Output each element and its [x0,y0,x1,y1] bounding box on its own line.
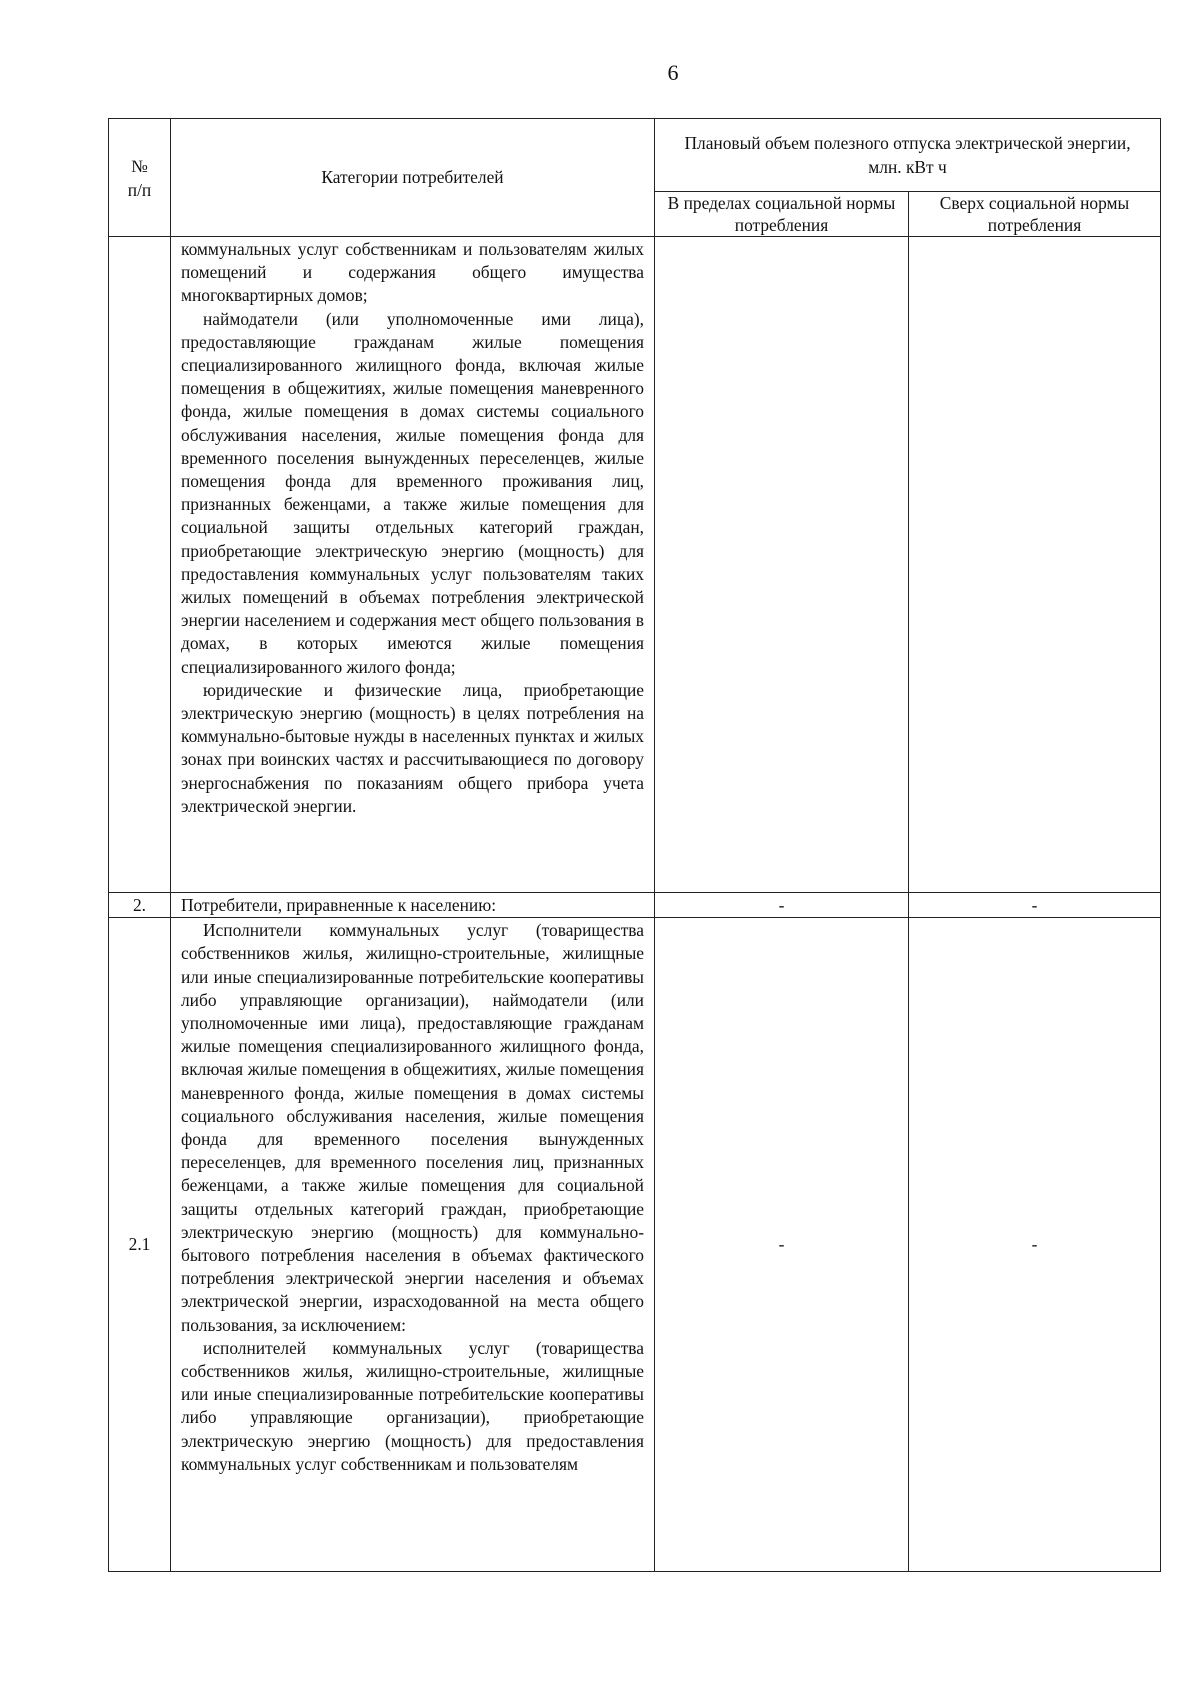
row-within-norm: - [655,918,909,1572]
row-above-norm [909,237,1161,893]
category-paragraph: Потребители, приравненные к населению: [181,895,497,915]
category-paragraph: юридические и физические лица, приобретающие электрическую энергию (мощность) в целях потребления на коммунально-бытовые нужды в населенных пунктах и жилых зонах при воинских частях и рассчитывающиеся по договору энергоснабжения по показаниям общего прибора учета электрической энергии. [181,679,644,816]
header-above-norm: Сверх социальной нормы потребления [909,192,1161,237]
table-row [109,918,1161,1572]
table-row [109,237,1161,893]
row-number: 2.1 [109,918,171,1572]
row-number [109,237,171,893]
header-within-norm: В пределах социальной нормы потребления [655,192,909,237]
category-paragraph: коммунальных услуг собственникам и пользователям жилых помещений и содержания общего имущества многоквартирных домов; [181,239,644,306]
category-paragraph: наймодатели (или уполномоченные ими лица), предоставляющие гражданам жилые помещения специализированного жилищного фонда, включая жилые помещения в общежитиях, жилые помещения маневренного фонда, жилые помещения в домах системы социального обслуживания населения, жилые помещения фонда для временного поселения вынужденных переселенцев, жилые помещения фонда для временного проживания лиц, признанных беженцами, а также жилые помещения для социальной защиты отдельных категорий граждан, приобретающие электрическую энергию (мощность) для предоставления коммунальных услуг пользователям таких жилых помещений в объемах потребления электрической энергии населением и содержания мест общего пользования в домах, в которых имеются жилые помещения специализированного жилого фонда; [181,308,644,677]
row-category [171,237,655,893]
category-paragraph: исполнителей коммунальных услуг (товарищества собственников жилья, жилищно-строительные, жилищные или иные специализированные потребительские кооперативы либо управляющие организации), приобретающие электрическую энергию (мощность) для предоставления коммунальных услуг собственникам и пользователям [181,1337,644,1474]
row-category [171,893,655,918]
row-within-norm [655,237,909,893]
header-plan-volume: Плановый объем полезного отпуска электрической энергии, млн. кВт ч [655,119,1161,192]
header-num: № п/п [109,119,171,237]
table-row [109,893,1161,918]
header-category: Категории потребителей [171,119,655,237]
consumer-volume-table [108,118,1161,1572]
row-above-norm: - [909,893,1161,918]
row-category [171,918,655,1572]
row-above-norm: - [909,918,1161,1572]
category-paragraph: Исполнители коммунальных услуг (товарищества собственников жилья, жилищно-строительные, жилищные или иные специализированные потребительские кооперативы либо управляющие организации), наймодатели (или уполномоченные ими лица), предоставляющие гражданам жилые помещения специализированного жилищного фонда, включая жилые помещения в общежитиях, жилые помещения маневренного фонда, жилые помещения в домах системы социального обслуживания населения, жилые помещения фонда для временного поселения вынужденных переселенцев, для временного поселения лиц, признанных беженцами, а также жилые помещения для социальной защиты отдельных категорий граждан, приобретающие электрическую энергию (мощность) для коммунально-бытового потребления населения в объемах фактического потребления электрической энергии населения и объемах электрической энергии, израсходованной на места общего пользования, за исключением: [181,920,644,1335]
row-within-norm: - [655,893,909,918]
page-number: 6 [667,60,679,85]
row-number: 2. [109,893,171,918]
